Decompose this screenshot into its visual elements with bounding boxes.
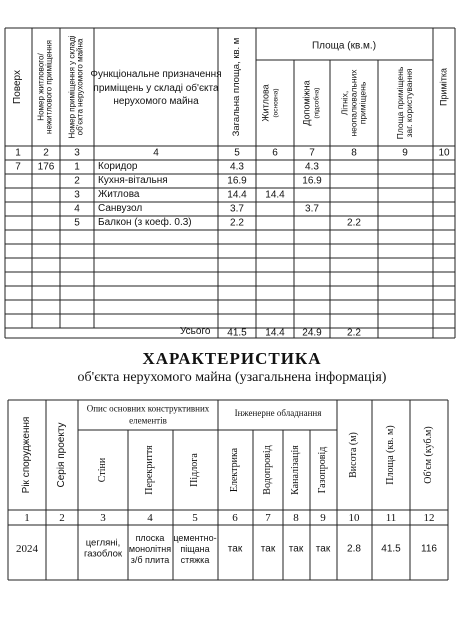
header-construction-group: Опис основних конструктивних елементів (86, 403, 210, 425)
cell-walls: цегляні, газоблок (83, 537, 123, 560)
col-number: 2 (43, 147, 49, 159)
header-area-group: Площа (кв.м.) (311, 40, 377, 52)
cell-gas: так (315, 543, 331, 555)
col-number: 11 (385, 512, 397, 524)
header-area: Площа (кв. м) (384, 425, 396, 485)
cell-name: Санвузол (98, 203, 143, 214)
cell-sewer: так (288, 543, 304, 555)
cell-living: 14.4 (265, 189, 285, 201)
col-number: 7 (309, 147, 315, 159)
col-number: 3 (74, 147, 80, 159)
header-volume: Об'єм (куб.м) (422, 426, 434, 484)
col-number: 9 (320, 512, 326, 524)
col-number: 6 (232, 512, 238, 524)
header-series: Серія проекту (55, 422, 67, 488)
cell-total: 2.2 (230, 217, 244, 229)
totals-total: 41.5 (227, 327, 247, 339)
cell-aux: 3.7 (305, 203, 319, 215)
cell-name: Кухня-вітальня (98, 175, 168, 186)
cell-height: 2.8 (347, 543, 361, 555)
cell-total: 14.4 (227, 189, 247, 201)
cell-room: 2 (74, 175, 80, 187)
col-number: 4 (147, 512, 153, 524)
header-year: Рік спорудження (20, 416, 32, 494)
cell-total: 16.9 (227, 175, 247, 187)
col-number: 1 (15, 147, 21, 159)
cell-room: 5 (74, 217, 80, 229)
header-auxiliary-sub: (підсобна) (313, 87, 321, 119)
header-floor: Поверх (11, 70, 23, 104)
cell-electric: так (227, 543, 243, 555)
cell-total: 4.3 (230, 161, 244, 173)
header-function: Функціональне призначення приміщень у складі об'єкта нерухомого майна (90, 68, 222, 107)
header-water: Водопровід (261, 445, 273, 495)
cell-room: 3 (74, 189, 80, 201)
header-living-label: Житлова (260, 84, 271, 122)
header-floors: Підлога (188, 453, 200, 487)
header-auxiliary-label: Допоміжна (301, 80, 312, 126)
totals-summer: 2.2 (347, 327, 361, 339)
header-auxiliary (302, 80, 321, 125)
cell-ceilings: плоска монолітня з/б плита (128, 532, 172, 565)
col-number: 5 (192, 512, 198, 524)
header-engineering-group: Інженерне обладнання (234, 408, 322, 418)
cell-unit: 176 (37, 161, 55, 173)
cell-volume: 116 (421, 543, 437, 555)
header-total-area: Загальна площа, кв. м (231, 37, 243, 137)
cell-summer: 2.2 (347, 217, 361, 229)
page-subtitle: об'єкта нерухомого майна (узагальнена інформація) (77, 370, 387, 385)
cell-name: Балкон (з коеф. 0.3) (98, 217, 192, 228)
header-electric: Електрика (228, 447, 240, 493)
col-number: 10 (438, 147, 450, 159)
col-number: 5 (234, 147, 240, 159)
totals-living: 14.4 (265, 327, 285, 339)
header-ceilings: Перекриття (143, 445, 155, 495)
col-number: 7 (265, 512, 271, 524)
col-number: 4 (153, 147, 159, 159)
col-number: 8 (293, 512, 299, 524)
cell-total: 3.7 (230, 203, 244, 215)
header-gas: Газопровід (316, 446, 328, 494)
col-number: 3 (100, 512, 106, 524)
header-walls: Стіни (96, 457, 108, 483)
cell-floor: 7 (15, 161, 21, 173)
cell-aux: 4.3 (305, 161, 319, 173)
cell-area: 41.5 (381, 543, 401, 555)
cell-aux: 16.9 (302, 175, 322, 187)
col-number: 6 (272, 147, 278, 159)
header-note: Примітка (438, 68, 449, 106)
page-title: ХАРАКТЕРИСТИКА (142, 349, 322, 368)
cell-room: 1 (74, 161, 80, 173)
totals-aux: 24.9 (302, 327, 322, 339)
cell-floors: цементно- піщана стяжка (173, 532, 217, 565)
header-shared-use: Площа приміщень заг. користування (395, 66, 414, 140)
totals-label: Усього (180, 326, 211, 337)
header-sewer: Каналізація (289, 445, 301, 495)
col-number: 9 (402, 147, 408, 159)
header-summer: Літніх, неопалювальних приміщень (339, 69, 368, 137)
cell-name: Коридор (98, 161, 138, 172)
col-number: 1 (24, 512, 30, 524)
header-living (261, 84, 280, 121)
cell-room: 4 (74, 203, 80, 215)
header-height: Висота (м) (347, 432, 359, 478)
cell-water: так (260, 543, 276, 555)
header-unit-number: Номер житлового/ нежитлового приміщення (36, 40, 54, 134)
col-number: 8 (351, 147, 357, 159)
col-number: 12 (423, 512, 435, 524)
header-room-number: Номер приміщення у складі об'єкта нерухомого майна (67, 35, 85, 139)
col-number: 10 (348, 512, 360, 524)
col-number: 2 (59, 512, 65, 524)
cell-name: Житлова (98, 189, 140, 200)
cell-year: 2024 (16, 543, 38, 555)
header-living-sub: (основна) (272, 88, 280, 118)
